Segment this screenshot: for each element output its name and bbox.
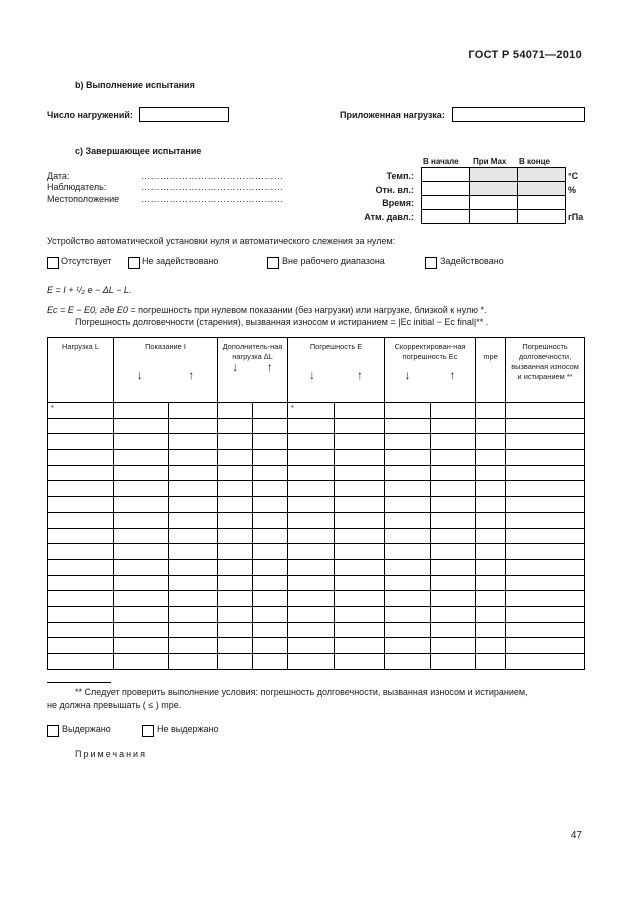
env-cell[interactable] — [470, 210, 518, 224]
table-cell[interactable] — [169, 638, 218, 654]
arrow-down-icon: ↓ — [404, 368, 411, 382]
table-cell[interactable] — [476, 575, 506, 591]
table-cell[interactable] — [288, 544, 335, 560]
table-cell[interactable] — [431, 528, 476, 544]
env-row-humidity: Отн. вл.: — [375, 185, 414, 195]
applied-load-field[interactable] — [452, 107, 585, 122]
table-row — [48, 606, 585, 622]
table-cell[interactable] — [48, 622, 114, 638]
table-cell[interactable] — [385, 481, 431, 497]
table-cell[interactable] — [335, 528, 385, 544]
formula-error: E = I + ¹/₂ e − ΔL − L. — [47, 285, 132, 295]
table-row — [48, 497, 585, 513]
table-cell[interactable] — [253, 528, 288, 544]
table-cell[interactable] — [335, 544, 385, 560]
table-cell[interactable] — [335, 575, 385, 591]
table-cell[interactable] — [169, 591, 218, 607]
table-cell[interactable] — [431, 591, 476, 607]
table-cell[interactable] — [431, 434, 476, 450]
table-cell[interactable] — [218, 512, 253, 528]
arrow-down-icon: ↓ — [232, 360, 239, 374]
table-cell[interactable] — [288, 606, 335, 622]
table-cell[interactable] — [288, 434, 335, 450]
arrow-up-icon: ↑ — [188, 368, 195, 382]
table-cell[interactable] — [288, 575, 335, 591]
table-cell[interactable] — [431, 622, 476, 638]
table-cell[interactable] — [385, 403, 431, 419]
table-cell[interactable] — [114, 591, 169, 607]
table-cell[interactable] — [288, 528, 335, 544]
arrow-down-icon: ↓ — [309, 368, 316, 382]
option-absent-label: Отсутствует — [61, 256, 112, 266]
table-cell[interactable] — [506, 497, 585, 513]
table-cell[interactable] — [335, 606, 385, 622]
table-cell[interactable] — [48, 528, 114, 544]
env-cell[interactable] — [518, 182, 566, 196]
date-label: Дата: — [47, 171, 70, 181]
results-table — [47, 337, 585, 670]
table-cell[interactable] — [476, 606, 506, 622]
section-c-title: с) Завершающее испытание — [75, 146, 202, 156]
table-cell[interactable] — [385, 465, 431, 481]
table-cell[interactable] — [48, 575, 114, 591]
table-cell[interactable] — [218, 465, 253, 481]
table-cell[interactable] — [253, 606, 288, 622]
table-cell[interactable] — [169, 497, 218, 513]
table-cell[interactable] — [476, 465, 506, 481]
table-cell[interactable] — [48, 450, 114, 466]
table-cell[interactable] — [48, 512, 114, 528]
table-cell[interactable] — [506, 450, 585, 466]
table-cell[interactable] — [288, 512, 335, 528]
env-row-temp: Темп.: — [386, 171, 414, 181]
table-cell[interactable] — [48, 638, 114, 654]
table-cell[interactable] — [218, 622, 253, 638]
table-cell[interactable] — [288, 418, 335, 434]
table-cell[interactable] — [48, 481, 114, 497]
table-cell[interactable] — [506, 465, 585, 481]
date-field[interactable]: ……………………………………… — [141, 171, 284, 181]
table-cell[interactable] — [476, 497, 506, 513]
table-cell[interactable] — [169, 528, 218, 544]
table-cell[interactable] — [253, 434, 288, 450]
table-cell[interactable] — [114, 497, 169, 513]
table-cell[interactable] — [288, 450, 335, 466]
table-row — [48, 465, 585, 481]
table-cell[interactable] — [431, 559, 476, 575]
table-cell[interactable] — [114, 465, 169, 481]
table-cell[interactable] — [288, 622, 335, 638]
table-cell[interactable] — [476, 544, 506, 560]
col-mpe — [476, 338, 506, 403]
table-cell[interactable] — [385, 638, 431, 654]
table-cell[interactable] — [288, 465, 335, 481]
table-cell[interactable] — [335, 481, 385, 497]
table-cell[interactable] — [506, 481, 585, 497]
table-cell[interactable] — [506, 418, 585, 434]
table-cell[interactable] — [253, 512, 288, 528]
env-cell[interactable] — [518, 196, 566, 210]
col-mpe-label: mpe — [483, 352, 498, 361]
location-label: Местоположение — [47, 194, 120, 204]
table-row — [48, 418, 585, 434]
table-cell[interactable] — [218, 575, 253, 591]
table-row — [48, 434, 585, 450]
env-col-end: В конце — [519, 157, 550, 166]
env-col-max: При Max — [473, 157, 507, 166]
table-cell[interactable] — [48, 497, 114, 513]
table-cell[interactable] — [335, 497, 385, 513]
table-cell[interactable] — [169, 465, 218, 481]
table-cell[interactable] — [385, 544, 431, 560]
table-cell[interactable] — [506, 575, 585, 591]
table-cell[interactable] — [431, 638, 476, 654]
footnote-line-1: ** Следует проверить выполнение условия: погрешность долговечности, вызванная износом и истиранием, — [75, 687, 528, 697]
unit-pressure: гПа — [568, 212, 584, 222]
table-row — [48, 481, 585, 497]
option-out-of-range-label: Вне рабочего диапазона — [282, 256, 385, 266]
table-cell[interactable] — [218, 606, 253, 622]
table-cell[interactable] — [335, 465, 385, 481]
arrow-down-icon: ↓ — [136, 368, 143, 382]
table-cell[interactable] — [218, 559, 253, 575]
table-cell[interactable] — [169, 606, 218, 622]
formula-durability: Погрешность долговечности (старения), вызванная износом и истиранием = |Ec initial − Ec final|** . — [75, 317, 489, 327]
table-cell[interactable] — [218, 434, 253, 450]
table-cell[interactable] — [476, 559, 506, 575]
table-cell[interactable] — [288, 497, 335, 513]
table-cell[interactable] — [253, 465, 288, 481]
table-cell[interactable] — [476, 418, 506, 434]
table-cell[interactable] — [335, 418, 385, 434]
table-row — [48, 512, 585, 528]
col-additional-load — [218, 338, 288, 403]
table-cell[interactable] — [431, 450, 476, 466]
table-cell[interactable] — [335, 654, 385, 670]
option-engaged-checkbox[interactable] — [425, 257, 437, 269]
table-cell[interactable] — [48, 606, 114, 622]
table-row — [48, 654, 585, 670]
table-cell[interactable] — [114, 528, 169, 544]
table-cell[interactable] — [169, 403, 218, 419]
env-cell[interactable] — [422, 168, 470, 182]
table-cell[interactable] — [506, 622, 585, 638]
table-cell[interactable] — [218, 450, 253, 466]
formula-corrected-error-lhs: Ec = E − E0, где E0 — [47, 305, 128, 315]
table-cell[interactable] — [385, 591, 431, 607]
formula-corrected-error-text: = погрешность при нулевом показании (без нагрузки) или нагрузке, близкой к нулю *. — [127, 305, 487, 315]
table-cell[interactable] — [253, 450, 288, 466]
page-number: 47 — [570, 830, 582, 841]
col-indication-label: Показание I — [145, 342, 186, 351]
table-cell[interactable] — [506, 638, 585, 654]
failed-checkbox[interactable] — [142, 725, 154, 737]
table-cell[interactable] — [169, 544, 218, 560]
table-cell[interactable] — [169, 559, 218, 575]
table-cell[interactable] — [506, 403, 585, 419]
table-row — [48, 575, 585, 591]
location-field[interactable]: ……………………………………… — [141, 194, 284, 204]
env-col-start: В начале — [423, 157, 459, 166]
col-durability-error — [506, 338, 585, 403]
table-cell[interactable] — [253, 544, 288, 560]
env-cell[interactable] — [422, 210, 470, 224]
table-cell[interactable] — [114, 638, 169, 654]
option-absent-checkbox[interactable] — [47, 257, 59, 269]
env-cell[interactable] — [470, 196, 518, 210]
table-cell[interactable] — [476, 591, 506, 607]
table-cell[interactable] — [385, 559, 431, 575]
passed-label: Выдержано — [62, 724, 111, 734]
table-cell[interactable] — [335, 450, 385, 466]
table-cell[interactable] — [114, 559, 169, 575]
table-cell[interactable] — [288, 638, 335, 654]
table-cell[interactable] — [476, 654, 506, 670]
table-row — [48, 403, 585, 419]
col-corrected-error-label: Скорректирован-ная погрешность Ec — [394, 342, 466, 361]
formula-corrected-error — [47, 305, 487, 315]
table-cell[interactable] — [253, 403, 288, 419]
document-header: ГОСТ Р 54071—2010 — [468, 49, 582, 61]
table-cell[interactable] — [431, 654, 476, 670]
table-cell[interactable] — [476, 434, 506, 450]
env-row-pressure: Атм. давл.: — [364, 212, 414, 222]
table-cell[interactable] — [169, 418, 218, 434]
table-cell[interactable] — [218, 544, 253, 560]
table-cell[interactable] — [335, 403, 385, 419]
table-cell[interactable] — [48, 434, 114, 450]
table-cell[interactable] — [114, 434, 169, 450]
table-cell[interactable] — [114, 654, 169, 670]
arrow-up-icon: ↑ — [357, 368, 364, 382]
table-cell[interactable] — [335, 512, 385, 528]
col-additional-load-label: Дополнитель-ная нагрузка ΔL — [222, 342, 283, 361]
table-cell[interactable] — [169, 512, 218, 528]
table-cell[interactable] — [476, 450, 506, 466]
table-cell[interactable] — [253, 591, 288, 607]
table-cell[interactable] — [506, 434, 585, 450]
table-row — [48, 559, 585, 575]
table-cell[interactable] — [114, 622, 169, 638]
table-cell[interactable] — [335, 638, 385, 654]
observer-field[interactable]: ……………………………………… — [141, 182, 284, 192]
table-cell[interactable] — [476, 512, 506, 528]
table-cell[interactable] — [288, 481, 335, 497]
table-cell[interactable] — [114, 403, 169, 419]
observer-label: Наблюдатель: — [47, 182, 107, 192]
table-cell[interactable] — [48, 418, 114, 434]
table-cell[interactable] — [385, 434, 431, 450]
table-cell[interactable] — [114, 450, 169, 466]
table-cell[interactable] — [431, 575, 476, 591]
env-cell[interactable] — [422, 182, 470, 196]
table-cell[interactable] — [169, 654, 218, 670]
env-cell[interactable] — [518, 168, 566, 182]
table-cell[interactable] — [169, 481, 218, 497]
num-loadings-label: Число нагружений: — [47, 110, 133, 120]
environment-table — [421, 167, 566, 224]
env-row-time: Время: — [382, 198, 414, 208]
table-cell[interactable] — [114, 544, 169, 560]
unit-humidity: % — [568, 185, 577, 195]
table-cell[interactable] — [385, 418, 431, 434]
arrow-up-icon: ↑ — [266, 360, 273, 374]
table-cell[interactable] — [218, 528, 253, 544]
table-cell[interactable] — [288, 654, 335, 670]
option-out-of-range-checkbox[interactable] — [267, 257, 279, 269]
table-cell[interactable] — [335, 591, 385, 607]
table-cell[interactable] — [169, 450, 218, 466]
table-cell[interactable] — [253, 481, 288, 497]
table-cell[interactable] — [218, 591, 253, 607]
table-cell[interactable] — [253, 497, 288, 513]
table-cell[interactable] — [253, 559, 288, 575]
num-loadings-field[interactable] — [139, 107, 229, 122]
table-cell[interactable] — [335, 559, 385, 575]
col-corrected-error — [385, 338, 476, 403]
table-cell[interactable] — [385, 654, 431, 670]
table-cell[interactable] — [114, 481, 169, 497]
table-cell[interactable] — [385, 528, 431, 544]
table-cell[interactable] — [431, 465, 476, 481]
footnote-line-2: не должна превышать ( ≤ ) mpe. — [47, 700, 182, 710]
section-b-title: b) Выполнение испытания — [75, 80, 195, 90]
notes-heading: Примечания — [75, 749, 147, 759]
table-cell[interactable] — [431, 403, 476, 419]
table-cell[interactable] — [253, 418, 288, 434]
table-cell[interactable] — [48, 654, 114, 670]
table-cell[interactable] — [218, 638, 253, 654]
table-cell[interactable] — [431, 481, 476, 497]
table-cell[interactable] — [506, 528, 585, 544]
arrow-up-icon: ↑ — [449, 368, 456, 382]
passed-checkbox[interactable] — [47, 725, 59, 737]
table-cell[interactable] — [506, 512, 585, 528]
failed-label: Не выдержано — [157, 724, 219, 734]
table-cell[interactable] — [48, 544, 114, 560]
table-cell[interactable] — [335, 622, 385, 638]
table-cell[interactable] — [218, 418, 253, 434]
col-load — [48, 338, 114, 403]
col-load-label: Нагрузка L — [62, 342, 99, 351]
table-cell[interactable] — [218, 481, 253, 497]
table-cell[interactable] — [476, 481, 506, 497]
applied-load-label: Приложенная нагрузка: — [340, 110, 445, 120]
table-cell[interactable] — [476, 638, 506, 654]
table-cell[interactable] — [385, 622, 431, 638]
table-cell[interactable] — [385, 575, 431, 591]
table-cell[interactable] — [48, 559, 114, 575]
table-cell[interactable] — [431, 512, 476, 528]
table-cell[interactable] — [506, 606, 585, 622]
table-cell[interactable] — [48, 465, 114, 481]
table-row — [48, 591, 585, 607]
table-cell[interactable] — [114, 606, 169, 622]
option-not-engaged-checkbox[interactable] — [128, 257, 140, 269]
env-cell[interactable] — [470, 182, 518, 196]
table-cell[interactable] — [506, 544, 585, 560]
table-cell[interactable] — [476, 403, 506, 419]
table-cell[interactable] — [476, 528, 506, 544]
table-cell[interactable] — [288, 591, 335, 607]
col-durability-error-label: Погрешность долговечности, вызванная износом и истиранием ** — [511, 342, 579, 381]
table-cell[interactable] — [288, 559, 335, 575]
table-cell[interactable] — [169, 434, 218, 450]
col-indication — [114, 338, 218, 403]
table-cell[interactable] — [169, 622, 218, 638]
table-cell[interactable] — [114, 418, 169, 434]
table-cell[interactable] — [476, 622, 506, 638]
table-cell[interactable] — [506, 591, 585, 607]
table-cell[interactable] — [114, 575, 169, 591]
env-cell[interactable] — [422, 196, 470, 210]
table-row — [48, 638, 585, 654]
table-cell[interactable] — [218, 497, 253, 513]
col-error-label: Погрешность E — [309, 342, 363, 351]
table-row — [48, 544, 585, 560]
table-cell[interactable] — [385, 497, 431, 513]
col-error — [288, 338, 385, 403]
table-cell[interactable] — [506, 654, 585, 670]
table-cell[interactable] — [218, 654, 253, 670]
option-engaged-label: Задействовано — [440, 256, 504, 266]
table-cell[interactable]: * — [288, 403, 335, 419]
table-cell[interactable] — [48, 591, 114, 607]
table-cell[interactable] — [335, 434, 385, 450]
table-cell[interactable] — [114, 512, 169, 528]
zero-device-text: Устройство автоматической установки нуля и автоматического слежения за нулем: — [47, 236, 396, 246]
table-cell[interactable] — [253, 638, 288, 654]
env-cell[interactable] — [518, 210, 566, 224]
table-cell[interactable] — [431, 497, 476, 513]
table-cell[interactable] — [385, 606, 431, 622]
env-cell[interactable] — [470, 168, 518, 182]
table-cell[interactable] — [385, 512, 431, 528]
table-cell[interactable] — [253, 654, 288, 670]
table-row — [48, 528, 585, 544]
table-cell[interactable]: * — [48, 403, 114, 419]
table-cell[interactable] — [253, 575, 288, 591]
table-row — [48, 450, 585, 466]
option-not-engaged-label: Не задействовано — [142, 256, 219, 266]
table-cell[interactable] — [169, 575, 218, 591]
table-cell[interactable] — [431, 544, 476, 560]
table-cell[interactable] — [431, 418, 476, 434]
table-cell[interactable] — [431, 606, 476, 622]
table-row — [48, 622, 585, 638]
unit-temp: °С — [568, 171, 579, 181]
table-cell[interactable] — [385, 450, 431, 466]
footnote-divider — [47, 682, 111, 683]
table-cell[interactable] — [253, 622, 288, 638]
table-cell[interactable] — [506, 559, 585, 575]
table-cell[interactable] — [218, 403, 253, 419]
